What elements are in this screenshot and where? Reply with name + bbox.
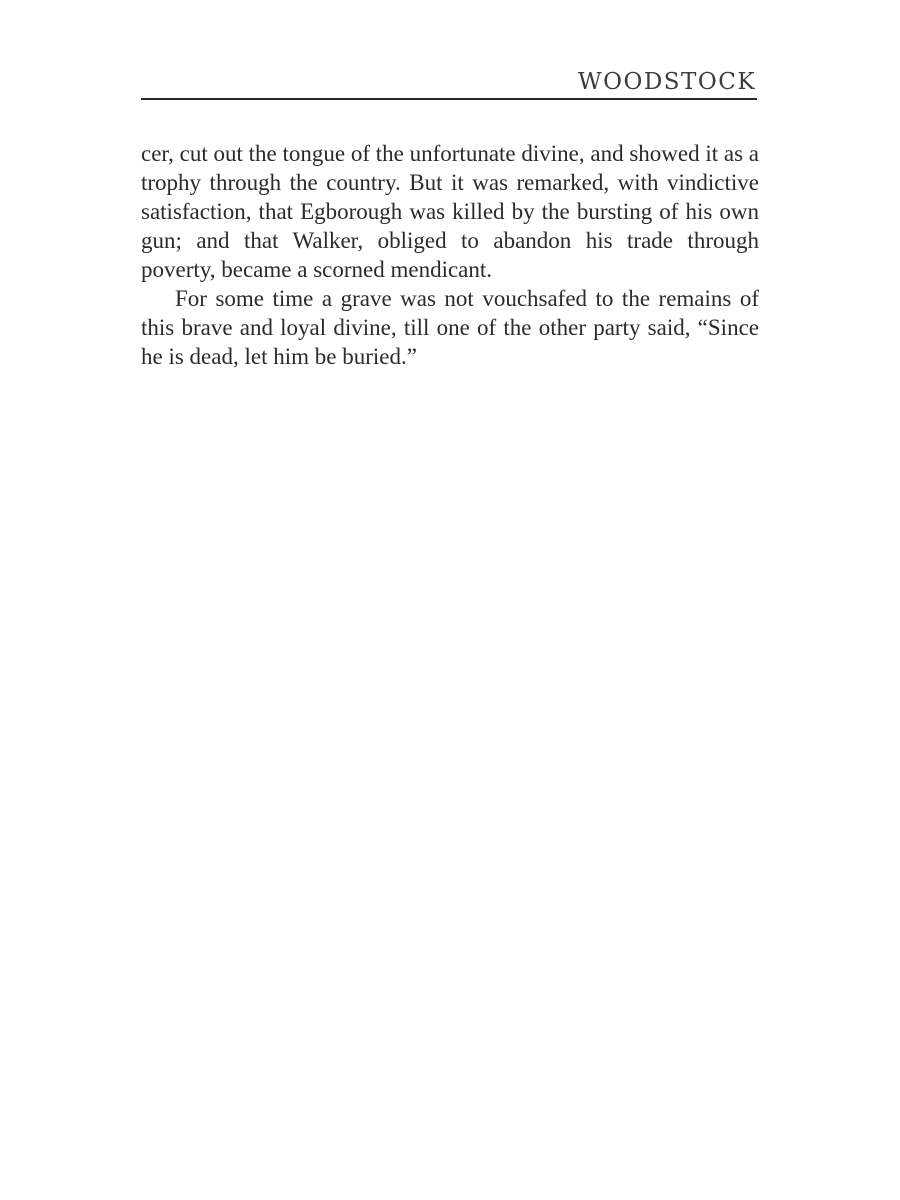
body-text — [141, 139, 759, 371]
running-title: WOODSTOCK — [577, 69, 756, 95]
paragraph: For some time a grave was not vouchsafed to the remains of this brave and loyal divine, till one of the other party said, “Since he is dead, let him be buried.” — [141, 286, 759, 369]
paragraph-continued: cer, cut out the tongue of the unfortunate divine, and showed it as a trophy through the country. But it was remarked, with vindictive satisfaction, that Egborough was killed by the bursting of his own gun; and that Walker, obliged to abandon his trade through poverty, became a scorned mendicant. — [141, 141, 759, 282]
running-header — [141, 66, 757, 100]
